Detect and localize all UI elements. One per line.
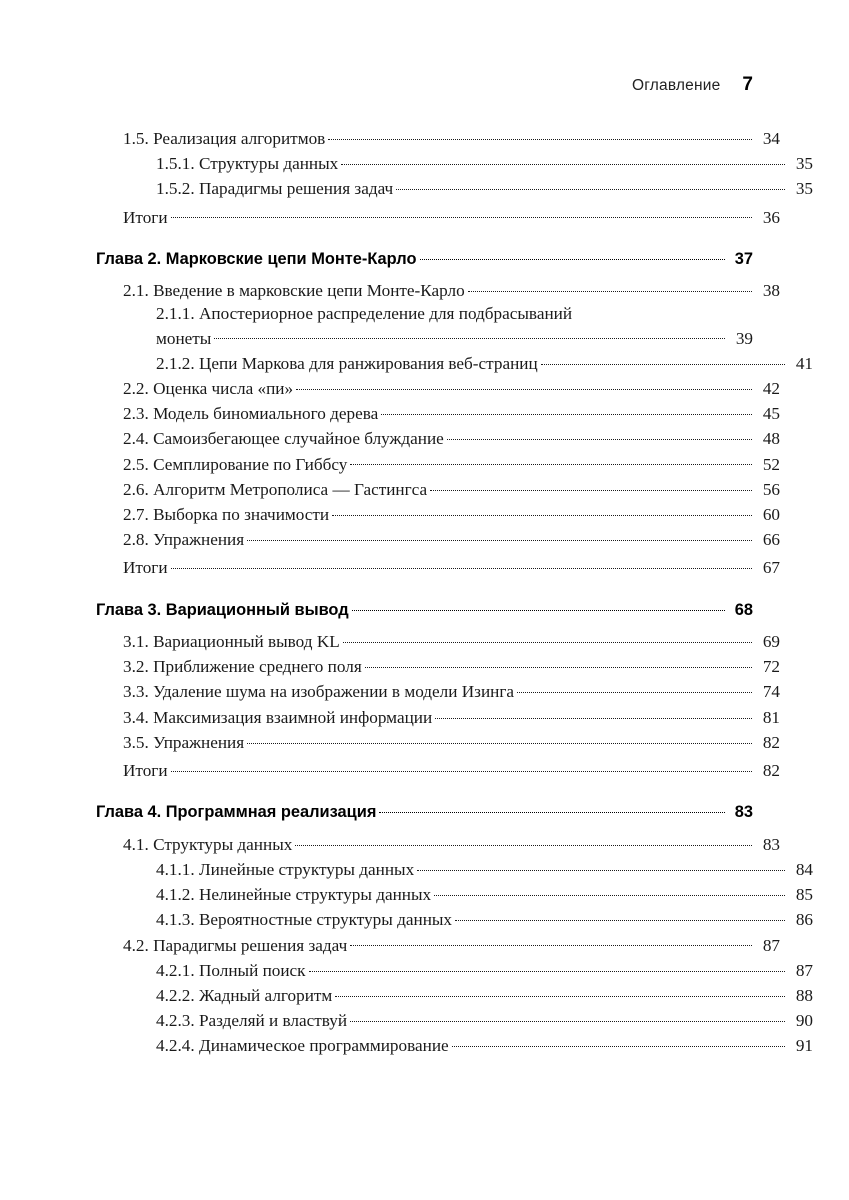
toc-entry-label: 4.2.4. Динамическое программирование (156, 1036, 449, 1056)
toc-entry[interactable] (96, 884, 813, 903)
toc-chapter-entry[interactable] (96, 248, 753, 267)
toc-entry-page: 85 (795, 885, 813, 905)
toc-entry[interactable] (96, 859, 813, 878)
toc-leader-dots (541, 353, 785, 369)
toc-entry-label: 2.2. Оценка числа «пи» (123, 379, 294, 399)
toc-entry-label: 3.4. Максимизация взаимной информации (123, 707, 433, 727)
toc-entry-page: 37 (734, 249, 753, 268)
toc-entry-label: 2.4. Самоизбегающее случайное блуждание (123, 429, 444, 449)
toc-entry-label: 4.1.3. Вероятностные структуры данных (156, 910, 453, 930)
toc-entry-page: 69 (762, 632, 780, 652)
toc-entry-page: 68 (734, 600, 753, 619)
toc-leader-dots (517, 681, 752, 697)
toc-entry-label: 3.5. Упражнения (123, 732, 245, 752)
toc-leader-dots (247, 732, 752, 748)
toc-entry-page: 82 (762, 732, 780, 752)
page-number: 7 (742, 74, 753, 95)
toc-entry-label: 3.2. Приближение среднего поля (123, 657, 362, 677)
toc-entry[interactable] (96, 656, 780, 675)
toc-entry-page: 87 (795, 960, 813, 980)
toc-entry[interactable] (96, 985, 813, 1004)
toc-leader-dots (455, 909, 785, 925)
header-title: Оглавление (632, 77, 721, 94)
toc-leader-dots (309, 960, 785, 976)
toc-entry[interactable] (96, 834, 780, 853)
toc-leader-dots (335, 985, 785, 1001)
toc-leader-dots (171, 760, 752, 776)
toc-entry-page: 86 (795, 910, 813, 930)
toc-entry-label: 4.1.1. Линейные структуры данных (156, 859, 415, 879)
toc-entry-label: Глава 2. Марковские цепи Монте-Карло (96, 249, 417, 268)
toc-entry[interactable] (96, 403, 780, 422)
toc-entry-page: 36 (762, 207, 780, 227)
toc-entry[interactable] (96, 631, 780, 650)
toc-entry-page: 39 (735, 328, 753, 348)
toc-entry-label: 4.2. Парадигмы решения задач (123, 935, 348, 955)
toc-chapter-entry[interactable] (96, 599, 753, 618)
toc-entry-label: 2.1.2. Цепи Маркова для ранжирования веб-страниц (156, 353, 538, 373)
toc-entry-page: 56 (762, 479, 780, 499)
toc-entry-page: 72 (762, 657, 780, 677)
toc-leader-dots (247, 529, 752, 545)
toc-leader-dots (417, 859, 785, 875)
toc-entry-label: 4.1.2. Нелинейные структуры данных (156, 885, 432, 905)
toc-entry-label: 4.2.2. Жадный алгоритм (156, 985, 333, 1005)
toc-entry-page: 34 (762, 129, 780, 148)
toc-leader-dots (430, 479, 752, 495)
toc-entry[interactable] (96, 305, 753, 346)
toc-entry[interactable] (96, 128, 780, 147)
toc-entry[interactable] (96, 760, 780, 779)
toc-entry[interactable] (96, 353, 813, 372)
toc-entry-page: 84 (795, 859, 813, 879)
toc-entry[interactable] (96, 504, 780, 523)
toc-leader-dots (328, 128, 752, 144)
toc-entry-page: 48 (762, 429, 780, 449)
toc-entry[interactable] (96, 732, 780, 751)
toc-entry-label: Глава 4. Программная реализация (96, 803, 377, 822)
toc-entry-label: 2.8. Упражнения (123, 530, 245, 550)
toc-leader-dots (396, 178, 785, 194)
toc-entry-page: 81 (762, 707, 780, 727)
toc-chapter-entry[interactable] (96, 801, 753, 820)
toc-entry-page: 83 (762, 834, 780, 854)
toc-entry[interactable] (96, 207, 780, 226)
toc-leader-dots (171, 207, 752, 223)
toc-entry-page: 45 (762, 404, 780, 424)
toc-leader-dots (352, 599, 725, 615)
toc-entry-page: 83 (734, 803, 753, 822)
toc-entry-page: 74 (762, 682, 780, 702)
toc-leader-dots (214, 328, 725, 344)
toc-entry[interactable] (96, 454, 780, 473)
toc-entry[interactable] (96, 479, 780, 498)
page-header (632, 74, 753, 96)
toc-entry-page: 82 (762, 761, 780, 781)
toc-entry-label: 2.1. Введение в марковские цепи Монте-Карло (123, 281, 465, 301)
toc-leader-dots (379, 801, 725, 817)
toc-leader-dots (341, 153, 785, 169)
toc-entry-label: 1.5. Реализация алгоритмов (123, 129, 326, 148)
toc-leader-dots (468, 280, 752, 296)
toc-entry-page: 90 (795, 1011, 813, 1031)
toc-entry-page: 91 (795, 1036, 813, 1056)
toc-entry-label: Итоги (123, 207, 168, 227)
toc-entry-label: 4.1. Структуры данных (123, 834, 293, 854)
toc-entry-label: 1.5.1. Структуры данных (156, 154, 339, 174)
toc-entry-page: 60 (762, 505, 780, 525)
toc-leader-dots (343, 631, 752, 647)
toc-entry[interactable] (96, 557, 780, 576)
toc-entry-label: Итоги (123, 761, 168, 781)
table-of-contents (96, 128, 813, 1056)
toc-entry[interactable] (96, 153, 813, 172)
toc-entry-page: 88 (795, 985, 813, 1005)
toc-entry-label: Итоги (123, 558, 168, 578)
toc-entry[interactable] (96, 960, 813, 979)
toc-entry-label: 2.7. Выборка по значимости (123, 505, 330, 525)
toc-entry-label: 4.2.3. Разделяй и властвуй (156, 1011, 348, 1031)
toc-entry[interactable] (96, 428, 780, 447)
toc-entry[interactable] (96, 178, 813, 197)
toc-entry-label: Глава 3. Вариационный вывод (96, 600, 349, 619)
toc-entry-page: 42 (762, 379, 780, 399)
toc-entry-label: 2.3. Модель биномиального дерева (123, 404, 379, 424)
toc-entry[interactable] (96, 681, 780, 700)
toc-entry-label: 2.5. Семплирование по Гиббсу (123, 454, 348, 474)
toc-entry-page: 52 (762, 454, 780, 474)
toc-leader-dots (420, 248, 726, 264)
toc-entry[interactable] (96, 378, 780, 397)
toc-entry[interactable] (96, 1035, 813, 1054)
toc-entry-label: 4.2.1. Полный поиск (156, 960, 306, 980)
toc-entry[interactable] (96, 280, 780, 299)
toc-entry-page: 41 (795, 353, 813, 373)
toc-leader-dots (447, 428, 752, 444)
toc-leader-dots (452, 1035, 785, 1051)
toc-entry-label: 3.1. Вариационный вывод KL (123, 632, 340, 652)
toc-entry[interactable] (96, 707, 780, 726)
toc-leader-dots (435, 707, 752, 723)
toc-entry-label: 1.5.2. Парадигмы решения задач (156, 179, 394, 199)
toc-entry-label: 2.6. Алгоритм Метрополиса — Гастингса (123, 479, 428, 499)
toc-leader-dots (381, 403, 752, 419)
toc-leader-dots (434, 884, 785, 900)
toc-entry-page: 38 (762, 281, 780, 301)
toc-leader-dots (365, 656, 752, 672)
toc-leader-dots (350, 454, 752, 470)
toc-entry-page: 87 (762, 935, 780, 955)
toc-entry-page: 66 (762, 530, 780, 550)
toc-entry-label-cont: монеты (156, 328, 212, 348)
toc-entry[interactable] (96, 529, 780, 548)
toc-entry[interactable] (96, 909, 813, 928)
toc-leader-dots (350, 935, 752, 951)
toc-entry[interactable] (96, 1010, 813, 1029)
toc-leader-dots (332, 504, 752, 520)
toc-entry-label: 2.1.1. Апостериорное распределение для подбрасываний (156, 304, 573, 324)
toc-entry-page: 35 (795, 179, 813, 199)
toc-entry-label: 3.3. Удаление шума на изображении в модели Изинга (123, 682, 515, 702)
toc-entry[interactable] (96, 935, 780, 954)
toc-leader-dots (296, 378, 752, 394)
toc-leader-dots (350, 1010, 785, 1026)
toc-leader-dots (295, 834, 752, 850)
toc-leader-dots (171, 557, 752, 573)
toc-entry-page: 67 (762, 558, 780, 578)
toc-entry-page: 35 (795, 154, 813, 174)
